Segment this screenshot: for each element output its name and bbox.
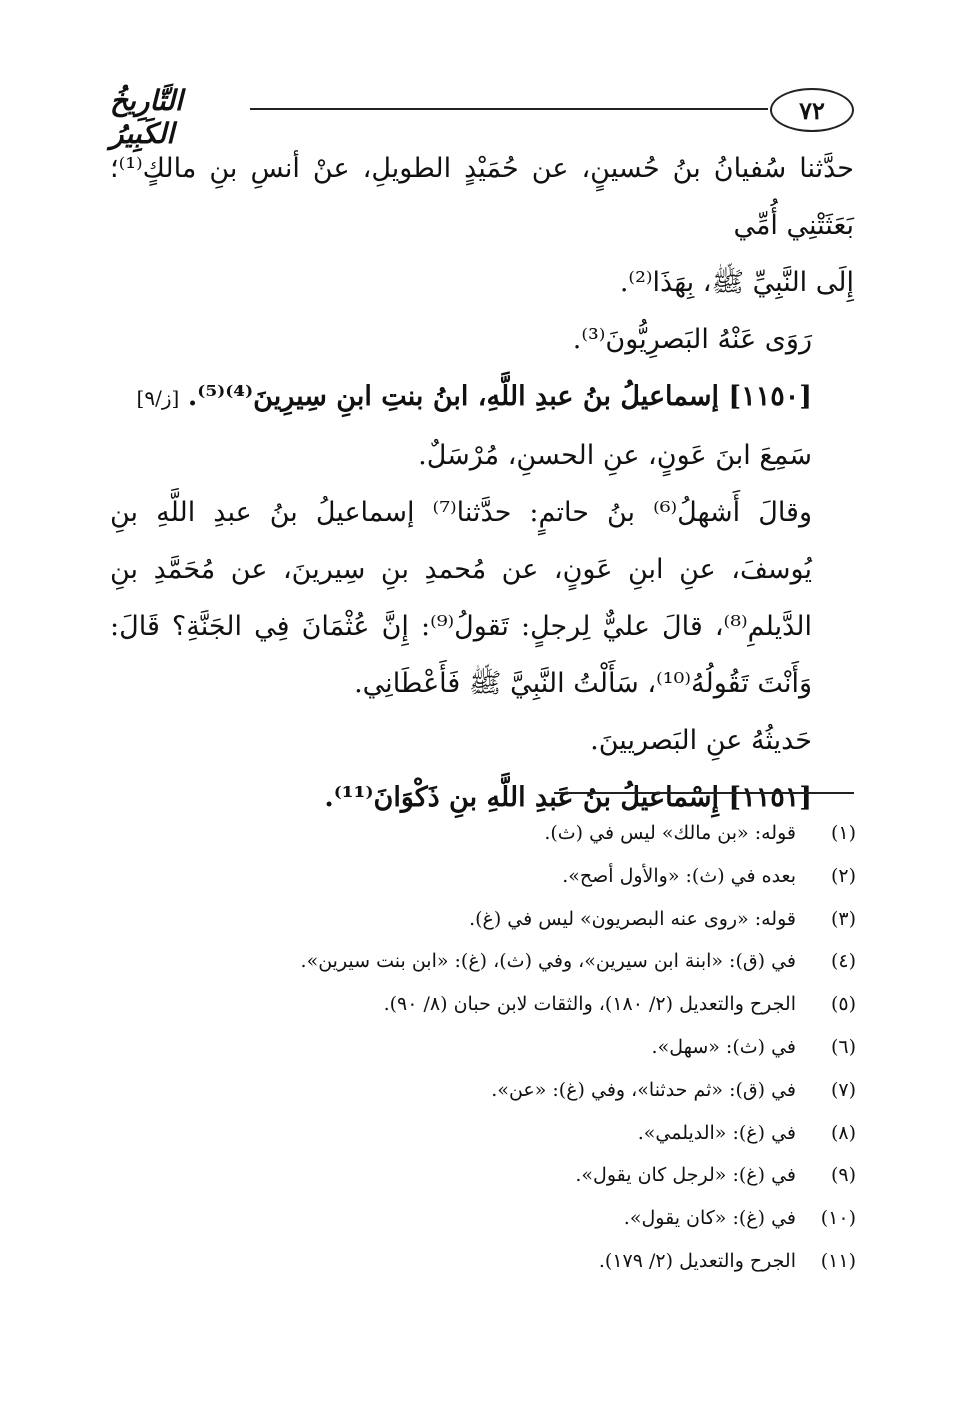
footnote-text: قوله: «بن مالك» ليس في (ث). bbox=[544, 822, 796, 844]
footnote-text: قوله: «روى عنه البصريون» ليس في (غ). bbox=[469, 907, 796, 930]
footnote bbox=[136, 1240, 856, 1283]
header-rule bbox=[250, 108, 768, 110]
footnote-text: الجرح والتعديل (٢/ ١٨٠)، والثقات لابن حبان (٨/ ٩٠). bbox=[383, 993, 796, 1016]
text-line: حَديثُهُ عنِ البَصريينَ. bbox=[590, 725, 812, 756]
footnote-number: (٢) bbox=[830, 864, 856, 887]
footnote-text: في (ق): «ابنة ابن سيرين»، وفي (ث)، (غ): «ابن بنت سيرين». bbox=[300, 950, 796, 973]
footnote bbox=[136, 855, 856, 898]
footnote-separator bbox=[554, 792, 854, 794]
page-number: ٧٢ bbox=[770, 88, 854, 132]
footnote-number: (٩) bbox=[830, 1164, 856, 1187]
footnote-number: (٦) bbox=[830, 1035, 856, 1058]
manuscript-ref: [ز/٩] bbox=[136, 386, 180, 410]
text-line: إِلَى النَّبِيِّ ﷺ، بِهَذَا⁽²⁾. bbox=[619, 267, 854, 298]
footnote bbox=[136, 940, 856, 983]
footnote-number: (٣) bbox=[830, 907, 856, 930]
footnote bbox=[136, 1197, 856, 1240]
footnote bbox=[136, 1069, 856, 1112]
footnote bbox=[136, 898, 856, 941]
footnote-number: (٥) bbox=[830, 993, 856, 1016]
footnote-number: (٤) bbox=[830, 950, 856, 973]
footnote-number: (١١) bbox=[820, 1249, 856, 1272]
footnote-text: الجرح والتعديل (٢/ ١٧٩). bbox=[598, 1249, 796, 1272]
page-header bbox=[110, 80, 854, 150]
text-line: حدَّثنا سُفيانُ بنُ حُسينٍ، عن حُمَيْدٍ الطويلِ، عنْ أنسِ بنِ مالكٍ⁽¹⁾؛ بَعَثَتْنِي أُمِّي bbox=[110, 153, 854, 241]
book-title: التَّارِيخُ الكَبِيرُ bbox=[110, 84, 183, 150]
footnote-text: في (ث): «سهل». bbox=[651, 1035, 796, 1058]
entry-1150 bbox=[110, 368, 854, 427]
footnote-number: (٧) bbox=[830, 1078, 856, 1101]
footnote bbox=[136, 812, 856, 855]
text-paragraph: وقالَ أَشهلُ⁽⁶⁾ بنُ حاتمٍ: حدَّثنا⁽⁷⁾ إسماعيلُ بنُ عبدِ اللَّهِ بنِ يُوسفَ، عنِ ابنِ عَونٍ، عن مُحمدِ بنِ سِيرينَ، عن مُحَمَّدِ بنِ الدَّيلمِ⁽⁸⁾، قالَ عليٌّ لِرجلٍ: تَقولُ⁽⁹⁾: إِنَّ عُثْمَانَ فِي الجَنَّةِ؟ قَالَ: وَأَنْتَ تَقُولُهُ⁽¹⁰⁾، سَأَلْتُ النَّبِيَّ ﷺ فَأَعْطَانِي. bbox=[110, 497, 813, 699]
footnote-text: في (ق): «ثم حدثنا»، وفي (غ): «عن». bbox=[491, 1078, 796, 1101]
entry-1151: [١١٥١] إِسْماعيلُ بنُ عَبدِ اللَّهِ بنِ ذَكْوَانَ⁽¹¹⁾. bbox=[324, 782, 812, 813]
main-text bbox=[110, 140, 854, 826]
footnote-text: في (غ): «الديلمي». bbox=[637, 1121, 796, 1144]
footnote-number: (٨) bbox=[830, 1121, 856, 1144]
footnote-text: بعده في (ث): «والأول أصح». bbox=[562, 864, 796, 887]
footnote bbox=[136, 1154, 856, 1197]
text-line: رَوَى عَنْهُ البَصرِيُّونَ⁽³⁾. bbox=[572, 324, 812, 355]
footnote bbox=[136, 1026, 856, 1069]
footnote bbox=[136, 983, 856, 1026]
footnote-number: (١٠) bbox=[820, 1207, 856, 1230]
entry-heading: [١١٥٠] إسماعيلُ بنُ عبدِ اللَّهِ، ابنُ بنتِ ابنِ سِيرِينَ⁽⁴⁾⁽⁵⁾. bbox=[187, 381, 812, 412]
footnote-text: في (غ): «لرجل كان يقول». bbox=[575, 1164, 796, 1187]
text-line: سَمِعَ ابنَ عَونٍ، عنِ الحسنِ، مُرْسَلٌ. bbox=[418, 440, 812, 471]
footnotes bbox=[136, 812, 856, 1283]
footnote-number: (١) bbox=[830, 822, 856, 844]
footnote bbox=[136, 1112, 856, 1155]
footnote-text: في (غ): «كان يقول». bbox=[623, 1207, 796, 1230]
